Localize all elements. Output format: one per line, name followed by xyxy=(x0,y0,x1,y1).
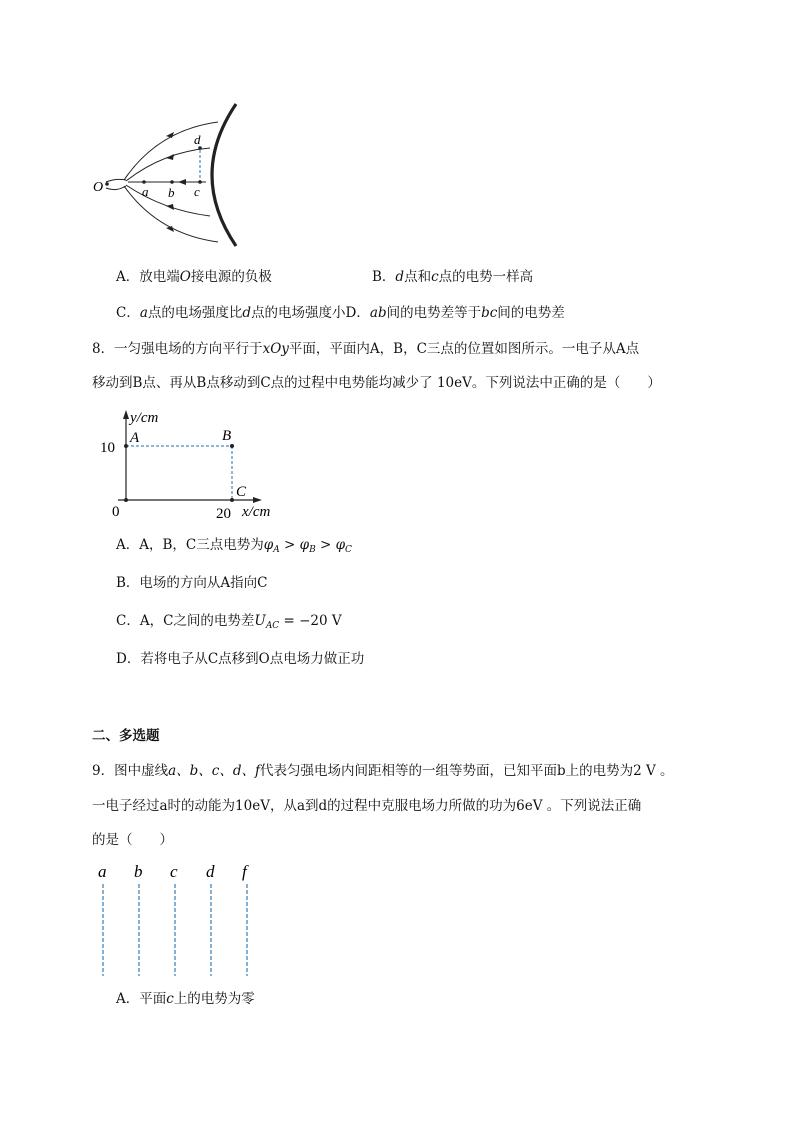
arrow-1 xyxy=(166,132,174,138)
q7-option-b-var1: d xyxy=(395,269,405,285)
q7-option-b-mid: 点和 xyxy=(404,269,432,285)
point-O xyxy=(124,498,128,502)
q8-stem-post: 平面，平面内A，B，C三点的位置如图所示。一电子从A点 xyxy=(288,341,640,357)
q7-option-c-pre: C． xyxy=(116,305,140,321)
plane-label-d: d xyxy=(206,862,215,881)
q8-option-c-sub: AC xyxy=(265,621,280,631)
section-heading-multi-choice: 二、多选题 xyxy=(92,728,160,744)
q7-option-d-post: 间的电势差 xyxy=(497,305,565,321)
q7-option-c-mid1: 点的电场强度比 xyxy=(147,305,243,321)
q8-phi-sub-C: C xyxy=(345,545,352,555)
q8-stem-line2: 移动到B点、再从B点移动到C点的过程中电势能均减少了 10eV。下列说法中正确的是（ ） xyxy=(92,375,661,391)
arrow-5 xyxy=(166,226,174,232)
plane-label-a: a xyxy=(98,862,107,881)
q8-option-c xyxy=(116,612,342,635)
q8-option-c-U: U xyxy=(254,613,266,629)
label-A: A xyxy=(130,430,140,446)
point-b xyxy=(170,180,174,184)
q7-option-cd xyxy=(116,304,565,322)
q9-stem-post: 代表匀强电场内间距相等的一组等势面，已知平面b上的电势为2 V 。 xyxy=(259,763,674,779)
q8-coordinate-figure xyxy=(96,408,296,528)
q9-stem-line1 xyxy=(92,762,674,780)
q8-option-b: B．电场的方向从A指向C xyxy=(116,575,268,591)
q7-option-d-mid: 间的电势差等于 xyxy=(386,305,482,321)
plane-label-c: c xyxy=(170,862,178,881)
q8-option-d: D．若将电子从C点移到O点电场力做正功 xyxy=(116,651,365,667)
label-d: d xyxy=(194,132,201,147)
q8-phi-3: > φ xyxy=(315,537,346,553)
point-A xyxy=(124,444,128,448)
q8-phi-sub-A: A xyxy=(273,545,280,555)
q9-stem-pre: 9．图中虚线 xyxy=(92,763,169,779)
q8-phi-1: φ xyxy=(263,537,274,553)
q8-stem-pre: 8．一匀强电场的方向平行于 xyxy=(92,341,263,357)
q7-option-a-pre: A．放电端 xyxy=(116,269,180,285)
q7-option-b-post: 点的电势一样高 xyxy=(438,269,534,285)
x-axis-label: x/cm xyxy=(242,504,271,520)
label-a: a xyxy=(142,184,149,199)
plane-label-b: b xyxy=(134,862,143,881)
q7-option-d-var1: ab xyxy=(369,305,387,321)
plane-label-f: f xyxy=(242,862,247,881)
arrow-2 xyxy=(166,154,174,160)
q9-equipotential-figure xyxy=(92,858,272,982)
q8-stem-var: xOy xyxy=(262,341,289,357)
q9-option-a-var: c xyxy=(166,991,174,1007)
q9-option-a-post: 上的电势为零 xyxy=(173,991,255,1007)
y-axis-arrow xyxy=(123,410,129,419)
arrow-3 xyxy=(178,179,186,185)
q8-option-a xyxy=(116,536,352,559)
field-line-1 xyxy=(124,122,218,180)
x-axis-arrow xyxy=(253,497,262,503)
point-O xyxy=(105,182,109,186)
label-C: C xyxy=(236,484,247,500)
label-B: B xyxy=(222,428,232,444)
q9-option-a xyxy=(116,990,255,1008)
q7-option-d-var2: bc xyxy=(481,305,498,321)
y-tick-10: 10 xyxy=(100,440,115,456)
q7-option-d-pre: 点的电场强度小D． xyxy=(251,305,370,321)
q7-option-b-var2: c xyxy=(431,269,439,285)
q8-phi-sub-B: B xyxy=(309,545,316,555)
curved-electrode xyxy=(212,104,236,246)
label-c: c xyxy=(194,184,200,199)
q8-option-c-post: = −20 V xyxy=(279,613,342,629)
q9-stem-line2: 一电子经过a时的动能为10eV，从a到d的过程中克服电场力所做的功为6eV 。下列说法正确 xyxy=(92,798,642,814)
q8-option-a-pre: A．A，B，C三点电势为 xyxy=(116,537,264,553)
q7-option-b xyxy=(372,268,533,286)
label-b: b xyxy=(168,185,175,200)
q9-option-a-pre: A．平面 xyxy=(116,991,167,1007)
arrow-4 xyxy=(166,204,174,210)
q7-field-figure xyxy=(88,100,248,252)
q8-phi-2: > φ xyxy=(279,537,310,553)
point-electrode xyxy=(106,179,126,189)
q9-stem-vars: a、b、c、d、f xyxy=(168,763,260,779)
origin-label: 0 xyxy=(112,504,120,520)
point-B xyxy=(230,444,234,448)
q9-stem-line3: 的是（ ） xyxy=(92,832,173,848)
q8-option-c-pre: C．A，C之间的电势差 xyxy=(116,613,255,629)
q7-option-c-var1: a xyxy=(139,305,148,321)
q7-option-a-post: 接电源的负极 xyxy=(190,269,272,285)
field-line-2 xyxy=(126,148,210,181)
label-O: O xyxy=(93,180,104,195)
q7-option-c-var2: d xyxy=(242,305,252,321)
q7-option-a xyxy=(116,268,272,286)
q8-stem-line1 xyxy=(92,340,639,358)
point-C xyxy=(230,498,234,502)
q7-option-b-pre: B． xyxy=(372,269,396,285)
q7-option-a-var: O xyxy=(179,269,191,285)
x-tick-20: 20 xyxy=(216,506,231,522)
y-axis-label: y/cm xyxy=(130,410,159,426)
